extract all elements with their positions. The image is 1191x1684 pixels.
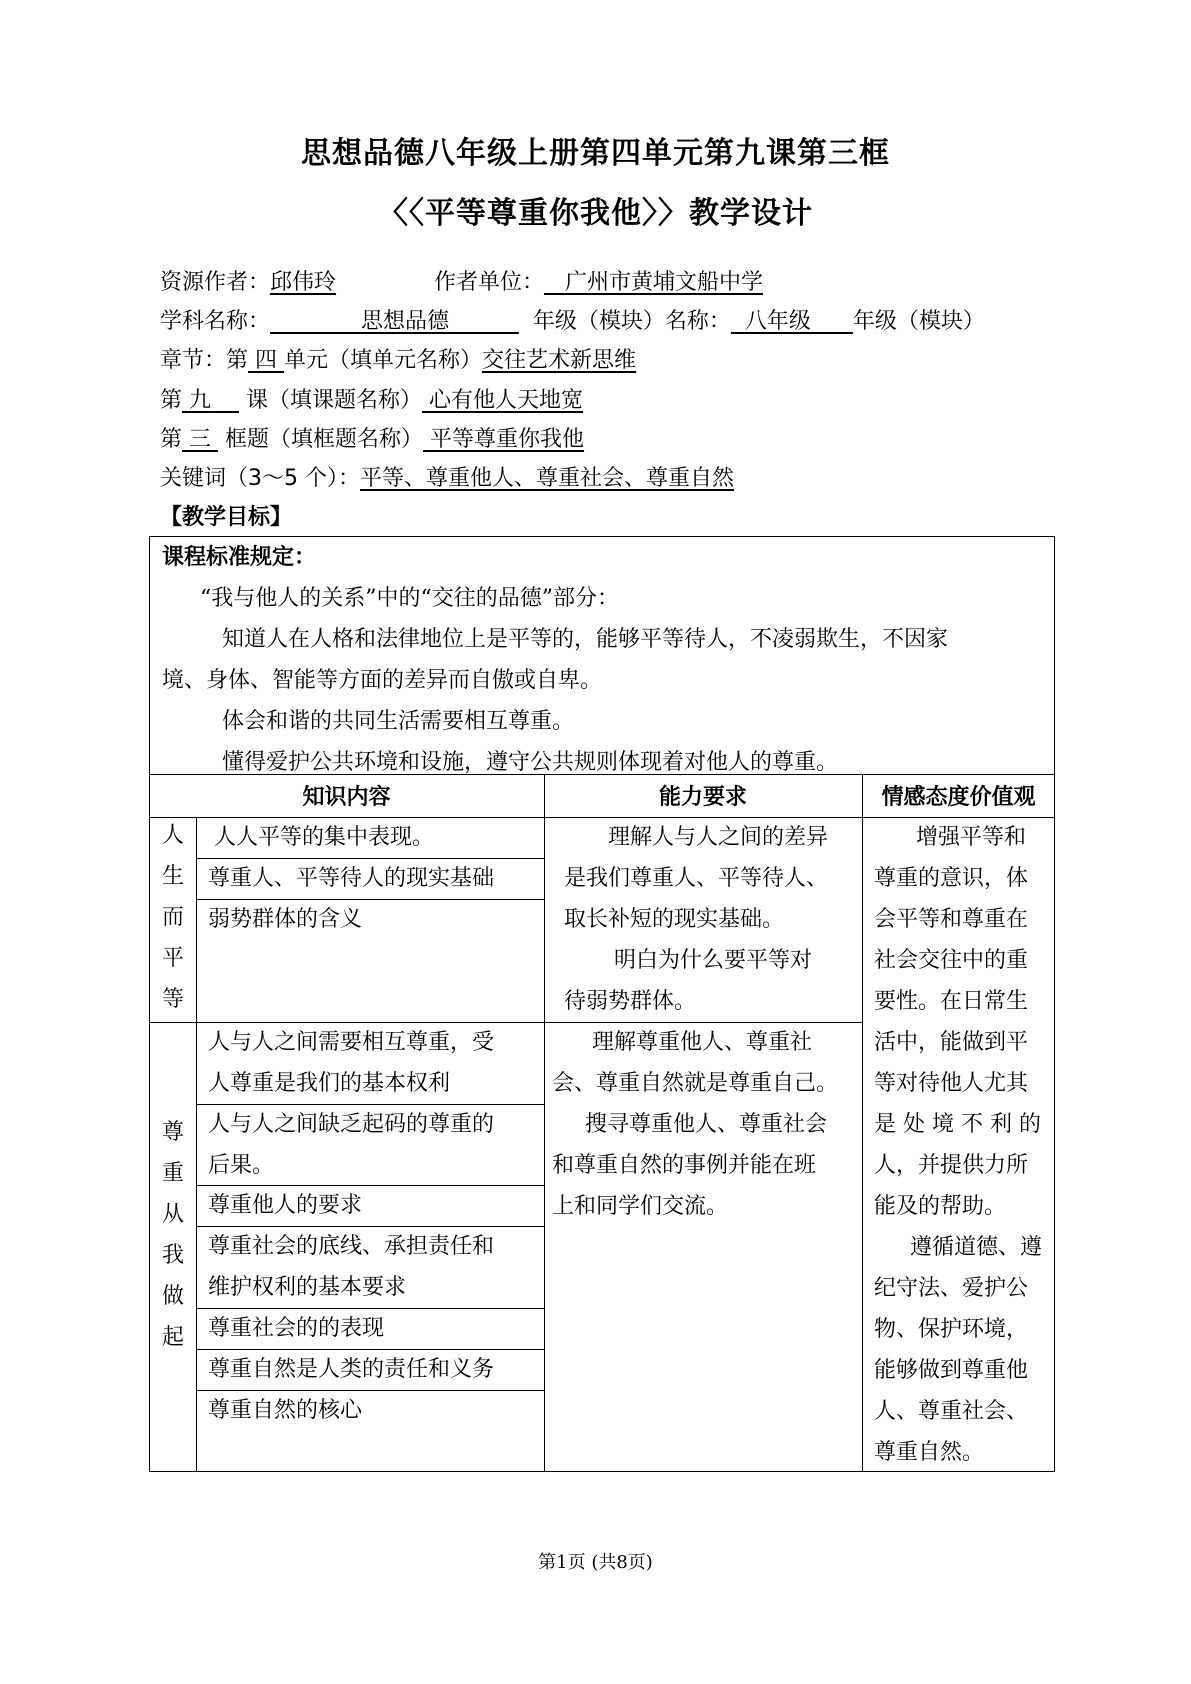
document-title-line2: 〈〈平等尊重你我他〉〉教学设计 xyxy=(378,196,813,231)
author-value: 邱伟玲 xyxy=(270,270,337,295)
knowledge-item: 弱势群体的含义 xyxy=(208,907,363,932)
ability-text: 上和同学们交流。 xyxy=(552,1194,729,1219)
header-ability: 能力要求 xyxy=(658,785,747,810)
subject-value: 思想品德 xyxy=(360,309,449,334)
knowledge-item: 人人平等的集中表现。 xyxy=(214,825,435,850)
knowledge-item: 人与人之间缺乏起码的尊重的 后果。 xyxy=(208,1112,495,1178)
subject-line xyxy=(160,304,985,335)
attitude-text: 增强平等和 尊重的意识，体 会平等和尊重在 社会交往中的重 要性。在日常生 活中，能做到平 等对待他人尤其 是 处 境 不 利 的 人，并提供力所 能及的帮助。 遵循道德、遵 纪守法、爱护公 物、保护环境， 能够做到尊重他 人、尊重社会、 尊重自然。 xyxy=(874,825,1043,1465)
standard-heading: 课程标准规定： xyxy=(162,545,317,570)
frame-line: 第 三 框题（填框题名称） 平等尊重你我他 xyxy=(160,427,585,452)
knowledge-item: 人与人之间需要相互尊重，受 人尊重是我们的基本权利 xyxy=(208,1030,495,1096)
section-heading: 【教学目标】 xyxy=(160,505,293,530)
document-title-line1: 思想品德八年级上册第四单元第九课第三框 xyxy=(301,136,890,171)
grade-suffix: 年级（模块） xyxy=(852,309,985,334)
standard-paragraph-2b: 境、身体、智能等方面的差异而自傲或自卑。 xyxy=(162,668,603,693)
group-label-respect: 尊 重 从 我 做 起 xyxy=(161,1120,184,1350)
chapter-name: 交往艺术新思维 xyxy=(482,348,637,373)
knowledge-item: 尊重他人的要求 xyxy=(208,1193,363,1218)
keywords-line xyxy=(160,461,734,492)
unit-label: 作者单位： xyxy=(433,270,544,295)
header-knowledge: 知识内容 xyxy=(302,785,391,810)
ability-text: 和尊重自然的事例并能在班 xyxy=(552,1153,817,1178)
frame-name: 平等尊重你我他 xyxy=(430,427,585,452)
ability-text: 搜寻尊重他人、尊重社会 xyxy=(585,1112,828,1137)
ability-text: 取长补短的现实基础。 xyxy=(564,907,785,932)
header-attitude: 情感态度价值观 xyxy=(881,785,1036,810)
knowledge-item: 尊重人、平等待人的现实基础 xyxy=(208,866,495,891)
page-number: 第1页 (共8页) xyxy=(538,1552,653,1573)
ability-text: 理解人与人之间的差异 xyxy=(608,825,829,850)
standard-paragraph-4: 懂得爱护公共环境和设施，遵守公共规则体现着对他人的尊重。 xyxy=(222,750,839,775)
ability-text: 是我们尊重人、平等待人、 xyxy=(564,866,829,891)
grade-label: 年级（模块）名称： xyxy=(532,309,731,334)
author-label: 资源作者： xyxy=(160,270,271,295)
lesson-line: 第 九 课（填课题名称） 心有他人天地宽 xyxy=(160,388,584,413)
chapter-line: 章节：第 四 单元（填单元名称）交往艺术新思维 xyxy=(160,348,637,373)
keywords-label: 关键词（3～5 个）： xyxy=(160,466,360,491)
ability-text: 明白为什么要平等对 xyxy=(614,948,813,973)
unit-value: 广州市黄埔文船中学 xyxy=(564,270,763,295)
grade-value: 八年级 xyxy=(744,309,811,334)
knowledge-item: 尊重自然是人类的责任和义务 xyxy=(208,1357,495,1382)
author-line xyxy=(160,265,763,296)
ability-text: 理解尊重他人、尊重社 xyxy=(592,1030,813,1055)
knowledge-item: 尊重社会的的表现 xyxy=(208,1316,385,1341)
keywords-value: 平等、尊重他人、尊重社会、尊重自然 xyxy=(360,466,735,491)
lesson-name: 心有他人天地宽 xyxy=(429,388,584,413)
standard-paragraph-2a: 知道人在人格和法律地位上是平等的，能够平等待人，不凌弱欺生，不因家 xyxy=(222,627,949,652)
ability-text: 待弱势群体。 xyxy=(564,989,697,1014)
ability-text: 会、尊重自然就是尊重自己。 xyxy=(552,1071,839,1096)
subject-label: 学科名称： xyxy=(160,309,271,334)
group-label-equality: 人 生 而 平 等 xyxy=(161,823,184,1012)
standard-paragraph-3: 体会和谐的共同生活需要相互尊重。 xyxy=(222,709,575,734)
knowledge-item: 尊重社会的底线、承担责任和 维护权利的基本要求 xyxy=(208,1234,495,1300)
standard-paragraph-1: “我与他人的关系”中的“交往的品德”部分： xyxy=(200,586,619,611)
knowledge-item: 尊重自然的核心 xyxy=(208,1398,363,1423)
